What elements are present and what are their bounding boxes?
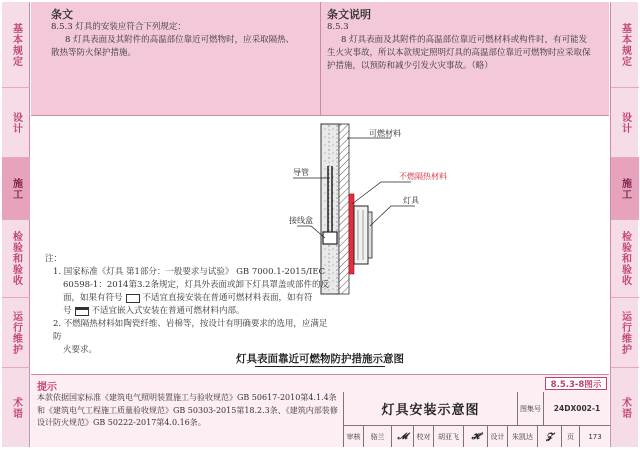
column-divider <box>320 2 321 116</box>
tip-title: 提示 <box>37 382 57 393</box>
note-fragment: 面，如果有符号 <box>63 293 123 303</box>
tab-label: 基本规定 <box>10 22 22 67</box>
tab-design-right[interactable] <box>611 88 639 158</box>
clause-text <box>51 21 313 60</box>
note-line: 2. 不燃隔热材料如陶瓷纤维、岩棉等，按设计有明确要求的选用，应满足防 <box>53 319 328 342</box>
clause-line: 8 灯具表面及其附件的高温部位靠近可燃物时，应采取隔热、 <box>65 35 295 45</box>
note-line: 1. 国家标准《灯具 第1部分：一般要求与试验》 GB 7000.1-2015/IEC <box>53 267 326 277</box>
combustible-layer <box>339 124 349 294</box>
page-number: 173 <box>588 432 602 441</box>
explanation-line: 8.5.3 <box>327 22 349 32</box>
tab-construction[interactable] <box>2 158 30 220</box>
luminaire-body <box>354 206 368 264</box>
check-name: 胡亚飞 <box>434 426 464 447</box>
symbol-surface-mount-icon <box>126 294 140 303</box>
clause-line: 8.5.3 灯具的安装应符合下列规定： <box>51 22 186 32</box>
design-label: 设计 <box>488 426 508 447</box>
note-line <box>45 292 335 305</box>
figure-reference: 8.5.3-8图示 <box>545 377 607 390</box>
tab-label: 设计 <box>619 111 631 134</box>
tab-inspection-acceptance[interactable] <box>2 220 30 298</box>
check-signature: 𝓗 <box>464 426 488 447</box>
tab-design[interactable] <box>2 88 30 158</box>
page-label: 页 <box>562 426 580 447</box>
tab-label: 检验和验收 <box>619 231 631 286</box>
notes-block <box>45 253 335 357</box>
tab-label: 运行维护 <box>10 310 22 355</box>
tab-basic-rules[interactable] <box>2 2 30 88</box>
tab-operation-maintenance-right[interactable] <box>611 298 639 368</box>
tab-label: 术语 <box>10 396 22 419</box>
caption-underline <box>255 366 385 367</box>
leader-luminaire <box>370 206 415 226</box>
junction-box-shape <box>323 232 337 244</box>
tab-label: 运行维护 <box>619 310 631 355</box>
tip-text <box>37 392 341 430</box>
review-signature: 𝓜 <box>392 426 414 447</box>
notes-head: 注： <box>45 254 63 264</box>
tab-label: 基本规定 <box>619 22 631 67</box>
tab-inspection-acceptance-right[interactable] <box>611 220 639 298</box>
review-label: 审核 <box>344 426 364 447</box>
explanation-line: 护措施，以预防和减少引发火灾事故。（略） <box>327 61 493 71</box>
drawing-title: 灯具安装示意图 <box>344 392 518 426</box>
explanation-text <box>327 21 605 73</box>
design-signature: 𝓩 <box>538 426 562 447</box>
tab-label: 检验和验收 <box>10 231 22 286</box>
atlas-label: 图集号 <box>518 392 544 426</box>
tip-line: 和《建筑电气工程施工质量验收规范》GB 50303-2015第18.2.3条、《建筑内部装修 <box>37 405 338 415</box>
explanation-line: 8 灯具表面及其附件的高温部位靠近可燃材料或构件时，有可能发 <box>341 35 588 45</box>
tab-terms[interactable] <box>2 368 30 447</box>
left-tab-strip <box>2 2 30 447</box>
note-line <box>45 305 335 318</box>
label-junction-box: 接线盒 <box>289 216 313 225</box>
explanation-title: 条文说明 <box>327 8 371 21</box>
insulation-plate <box>349 194 354 274</box>
tab-label: 术语 <box>619 396 631 419</box>
note-fragment: 不适宜嵌入式安装在普通可燃材料内部。 <box>91 306 245 316</box>
symbol-recessed-mount-icon <box>75 307 89 316</box>
tab-basic-rules-right[interactable] <box>611 2 639 88</box>
label-insulation: 不燃隔热材料 <box>399 172 447 181</box>
tab-label: 设计 <box>10 111 22 134</box>
note-fragment: 号 <box>63 306 72 316</box>
diagram-caption: 灯具表面靠近可燃物防护措施示意图 <box>236 353 404 365</box>
note-line: 60598-1：2014第3.2条规定，灯具外表面或卸下灯具罩盖或部件的反 <box>63 280 329 290</box>
tab-label: 施工 <box>10 177 22 200</box>
tip-line: 本款依据国家标准《建筑电气照明装置施工与验收规范》GB 50617-2010第4.1.4条 <box>37 393 337 402</box>
label-conduit: 导管 <box>293 168 309 177</box>
tab-terms-right[interactable] <box>611 368 639 447</box>
tab-label: 施工 <box>619 177 631 200</box>
clause-title: 条文 <box>51 8 73 21</box>
label-luminaire: 灯具 <box>403 196 419 205</box>
luminaire-diffuser <box>368 212 372 258</box>
right-tab-strip <box>610 2 638 447</box>
tab-operation-maintenance[interactable] <box>2 298 30 368</box>
check-label: 校对 <box>414 426 434 447</box>
label-combustible: 可燃材料 <box>369 129 401 138</box>
tab-construction-right[interactable] <box>611 158 639 220</box>
note-fragment: 不适宜直接安装在普通可燃材料表面，如有符 <box>142 293 313 303</box>
design-name: 朱凯达 <box>508 426 538 447</box>
review-name: 骆兰 <box>364 426 392 447</box>
explanation-line: 生火灾事故，所以本款规定照明灯具的高温部位靠近可燃物时应采取保 <box>327 48 591 58</box>
main-content <box>31 2 609 447</box>
tip-line: 设计防火规范》GB 50222-2017第4.0.16条。 <box>37 418 206 427</box>
atlas-number: 24DX002-1 <box>544 392 610 426</box>
clause-line: 散热等防火保护措施。 <box>51 48 137 58</box>
note-line: 火要求。 <box>63 345 98 355</box>
title-block <box>343 392 609 447</box>
